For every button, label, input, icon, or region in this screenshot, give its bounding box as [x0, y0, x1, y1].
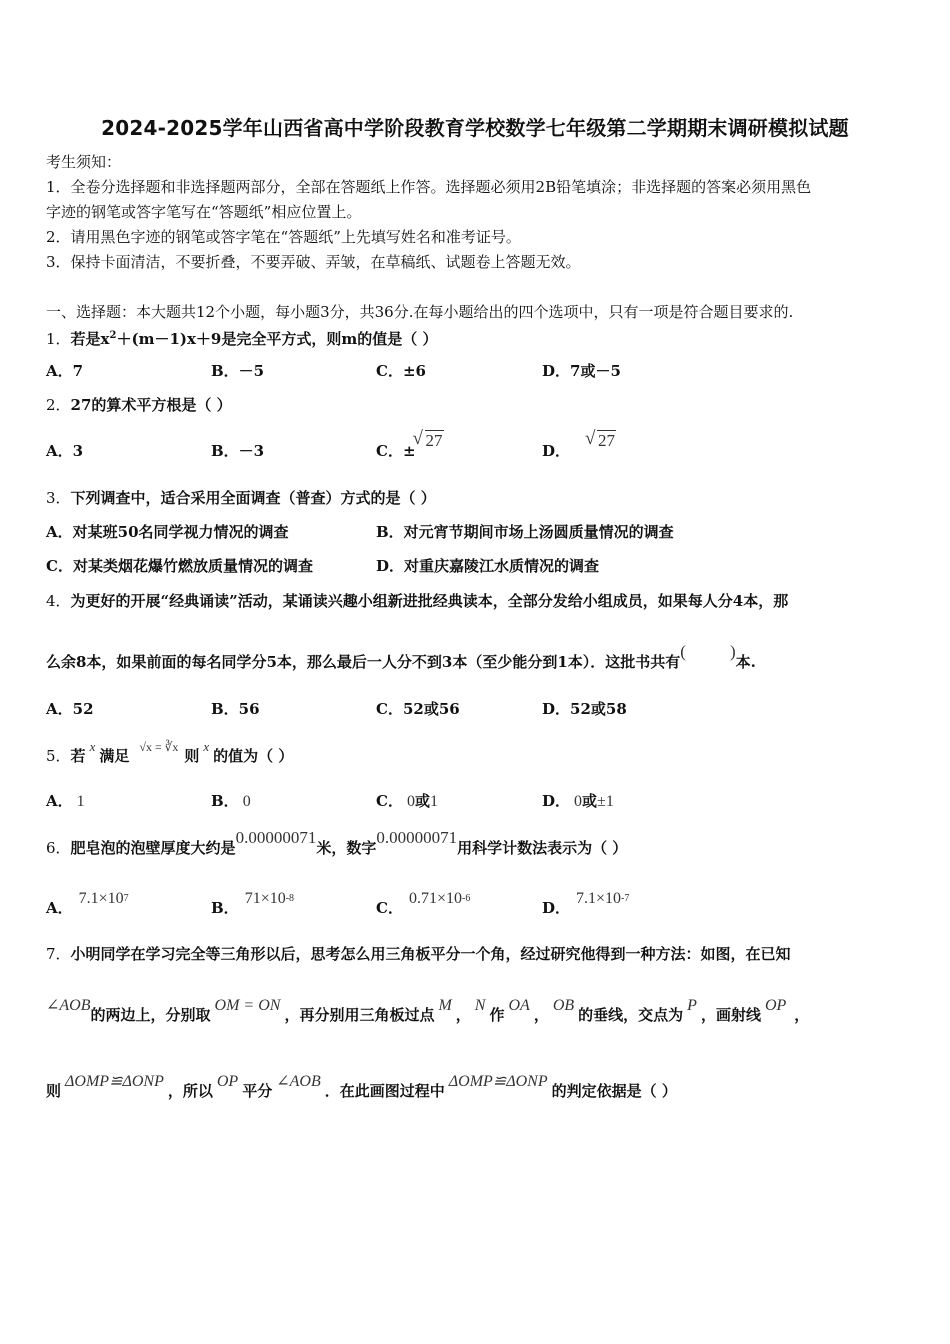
question-number: 2．	[46, 396, 71, 414]
question-4-line1	[46, 590, 788, 612]
q7-text-j: 的判定依据是（ ）	[551, 1082, 677, 1100]
q6-value-2: 0.00000071	[376, 828, 458, 847]
q5-option-b-value: 0	[242, 793, 251, 810]
q6-option-d-base: 7.1×10	[576, 890, 622, 907]
notice-item-2: 2．请用黑色字迹的钢笔或答字笔在“答题纸”上先填写姓名和准考证号。	[46, 228, 521, 246]
q2-option-d-radicand: 27	[598, 431, 616, 450]
q4-line1: 为更好的开展“经典诵读”活动，某诵读兴趣小组新进批经典读本，全部分发给小组成员，如果每人分4本，那	[70, 592, 789, 610]
q2-stem: 27的算术平方根是（ ）	[70, 396, 232, 414]
q7-text-a: 的两边上，分别取	[90, 1006, 211, 1024]
question-4-line2	[46, 642, 756, 673]
section-heading: 一、选择题：本大题共12个小题，每小题3分，共36分.在每小题给出的四个选项中，只有一项是符合题目要求的.	[46, 303, 794, 321]
question-5	[46, 739, 294, 768]
question-number: 7．	[46, 945, 71, 963]
question-1	[46, 325, 437, 350]
q6-option-c-base: 0.71×10	[408, 890, 462, 907]
notice-item-1b: 字迹的钢笔或答字笔写在“答题纸”相应位置上。	[46, 203, 362, 221]
question-number: 1．	[46, 330, 71, 348]
q6-option-c[interactable]	[376, 890, 471, 922]
q2-option-c-radicand: 27	[425, 431, 443, 450]
q5-text-1: 若	[70, 747, 86, 765]
q7-ray-op: OP	[216, 1073, 239, 1090]
q7-point-p: P	[687, 997, 697, 1014]
q4-option-b[interactable]: B．56	[211, 700, 260, 718]
question-number: 5．	[46, 747, 71, 765]
q1-sup: 2	[109, 330, 117, 341]
q5-option-c-value-2: 1	[429, 793, 438, 810]
q5-option-d[interactable]	[542, 790, 614, 813]
q7-congruence-2: ΔOMP≌ΔONP	[448, 1073, 548, 1090]
q5-option-c-label: C．	[376, 792, 403, 810]
q7-line1: 小明同学在学习完全等三角形以后，思考怎么用三角板平分一个角，经过研究他得到一种方法：如图，在已知	[70, 945, 791, 963]
notice-item-1a: 1．全卷分选择题和非选择题两部分，全部在答题纸上作答。选择题必须用2B铅笔填涂；非选择题的答案必须用黑色	[46, 178, 812, 196]
q7-point-m: M	[438, 997, 452, 1014]
q3-option-d[interactable]: D．对重庆嘉陵江水质情况的调查	[376, 557, 600, 575]
q4-line2-end: 本.	[735, 653, 756, 671]
q7-point-n: N	[474, 997, 486, 1014]
q7-comma-1: ，	[455, 1006, 471, 1024]
q3-option-b[interactable]: B．对元宵节期间市场上汤圆质量情况的调查	[376, 523, 674, 541]
q2-option-c[interactable]	[376, 431, 444, 462]
q6-option-b-label: B．	[211, 899, 239, 917]
q6-option-d-label: D．	[542, 899, 571, 917]
q7-text-c: 作	[489, 1006, 505, 1024]
q6-option-d-exponent: -7	[621, 893, 630, 904]
q5-option-c[interactable]	[376, 790, 438, 813]
q5-option-d-value-1: 0	[574, 793, 583, 810]
q1-stem-a: 若是x	[70, 330, 110, 348]
q1-option-d[interactable]: D．7或－5	[542, 362, 621, 380]
q5-var-x: x	[89, 739, 96, 754]
q7-ray-oa: OA	[508, 997, 530, 1014]
q4-option-c[interactable]: C．52或56	[376, 700, 460, 718]
q7-text-d: 的垂线，交点为	[578, 1006, 684, 1024]
q2-option-a[interactable]: A．3	[46, 442, 84, 460]
question-number: 3．	[46, 489, 71, 507]
q5-option-d-or: 或	[582, 792, 598, 810]
q5-var-x: x	[203, 739, 210, 754]
q7-congruence-1: ΔOMP≌ΔONP	[65, 1073, 164, 1090]
q4-option-d[interactable]: D．52或58	[542, 700, 627, 718]
q5-option-a[interactable]	[46, 790, 85, 813]
q7-angle-aob: ∠AOB	[46, 997, 91, 1014]
q6-option-a[interactable]	[46, 890, 129, 922]
q7-text-h: 平分	[242, 1082, 273, 1100]
q7-comma-2: ，	[533, 1006, 549, 1024]
q7-comma-3: ，	[794, 1006, 810, 1024]
q5-option-c-or: 或	[414, 792, 430, 810]
q6-option-b-exponent: -8	[285, 893, 295, 904]
question-7-line3	[46, 1073, 677, 1103]
q7-text-i: ．在此画图过程中	[324, 1082, 445, 1100]
q6-option-b-base: 71×10	[244, 890, 286, 907]
q3-option-a[interactable]: A．对某班50名同学视力情况的调查	[46, 523, 289, 541]
q5-text-2: 满足	[99, 747, 130, 765]
question-6	[46, 828, 628, 859]
q6-option-a-base: 7.1×10	[78, 890, 124, 907]
q5-option-a-label: A．	[46, 792, 73, 810]
q6-text-2: 米，数字	[316, 839, 377, 857]
notice-item-3: 3．保持卡面清洁，不要折叠，不要弄破、弄皱，在草稿纸、试题卷上答题无效。	[46, 253, 581, 271]
q7-angle-aob: ∠AOB	[276, 1073, 321, 1090]
q6-option-b[interactable]	[211, 890, 295, 922]
q7-om-on: OM = ON	[214, 997, 281, 1014]
q1-stem-b: ＋(m－1)x＋9是完全平方式，则m的值是（ ）	[116, 330, 438, 348]
page-title: 2024-2025学年山西省高中学阶段教育学校数学七年级第二学期期末调研模拟试题	[101, 116, 849, 140]
q5-text-4: 的值为（ ）	[213, 747, 294, 765]
q7-text-f: 则	[46, 1082, 62, 1100]
question-3	[46, 487, 436, 509]
q5-option-b-label: B．	[211, 792, 239, 810]
q6-option-c-exponent: -6	[461, 893, 471, 904]
question-7-line2	[46, 997, 810, 1027]
q5-expression: √x = ∛x	[139, 740, 179, 754]
q2-option-d-label: D．	[542, 442, 571, 460]
q6-value-1: 0.00000071	[235, 828, 317, 847]
q5-option-a-value: 1	[76, 793, 85, 810]
q5-option-d-label: D．	[542, 792, 571, 810]
q5-option-d-value-2: ±1	[597, 793, 614, 810]
q7-text-e: ，画射线	[700, 1006, 761, 1024]
q4-paren-close: )	[729, 642, 736, 661]
q4-option-a[interactable]: A．52	[46, 700, 94, 718]
q3-option-c[interactable]: C．对某类烟花爆竹燃放质量情况的调查	[46, 557, 313, 575]
q6-option-a-exponent: 7	[123, 893, 129, 904]
q5-option-c-value-1: 0	[406, 793, 415, 810]
question-number: 6．	[46, 839, 71, 857]
q7-ray-op: OP	[764, 997, 787, 1014]
q2-option-c-label: C．±	[376, 442, 416, 460]
q7-text-g: ，所以	[167, 1082, 213, 1100]
sqrt-symbol	[416, 430, 444, 452]
q1-option-a[interactable]: A．7	[46, 362, 84, 380]
q2-option-b[interactable]: B．－3	[211, 442, 265, 460]
question-2	[46, 394, 232, 416]
q5-text-3: 则	[184, 747, 200, 765]
q6-text-1: 肥皂泡的泡壁厚度大约是	[70, 839, 236, 857]
q6-text-3: 用科学计数法表示为（ ）	[457, 839, 628, 857]
q2-option-d[interactable]	[542, 431, 616, 462]
q7-ray-ob: OB	[552, 997, 575, 1014]
question-7-line1	[46, 943, 791, 965]
sqrt-symbol	[588, 430, 616, 452]
q3-stem: 下列调查中，适合采用全面调查（普查）方式的是（ ）	[70, 489, 436, 507]
question-number: 4．	[46, 592, 71, 610]
q5-option-b[interactable]	[211, 790, 251, 813]
notice-heading: 考生须知：	[46, 153, 122, 171]
q4-paren-open: (	[680, 642, 686, 661]
q7-text-b: ，再分别用三角板过点	[284, 1006, 435, 1024]
q4-line2: 么余8本，如果前面的每名同学分5本，那么最后一人分不到3本（至少能分到1本）．这批书共有	[46, 653, 681, 671]
q6-option-c-label: C．	[376, 899, 403, 917]
q1-option-b[interactable]: B．－5	[211, 362, 265, 380]
q6-option-d[interactable]	[542, 890, 630, 922]
q6-option-a-label: A．	[46, 899, 73, 917]
q1-option-c[interactable]: C．±6	[376, 362, 426, 380]
